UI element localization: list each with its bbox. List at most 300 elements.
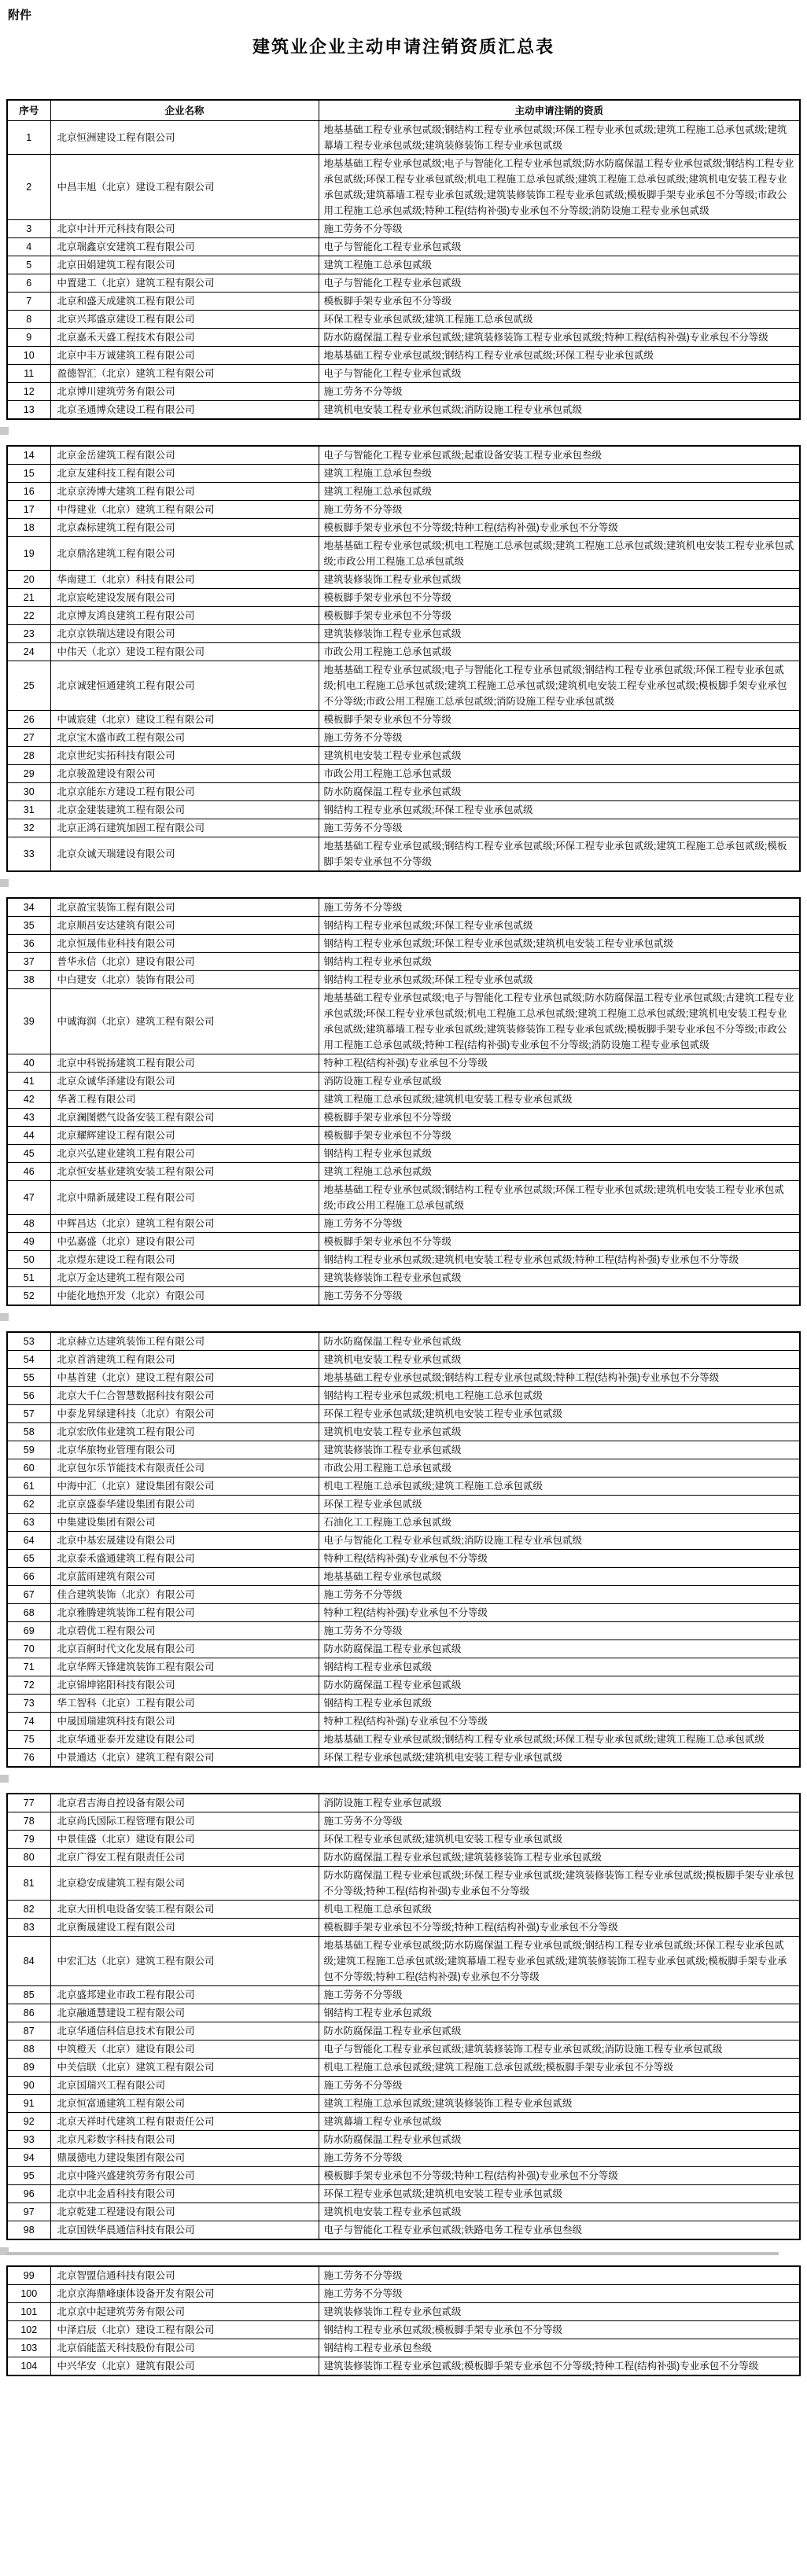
cancelled-qualifications: 地基基础工程专业承包贰级;钢结构工程专业承包贰级;环保工程专业承包贰级 [319,347,800,365]
cancelled-qualifications: 模板脚手架专业承包不分等级 [319,589,800,607]
row-number: 96 [7,2185,50,2203]
table-row [7,898,800,917]
company-name: 北京赫立达建筑装饰工程有限公司 [50,1332,319,1351]
table-row [7,1514,800,1532]
company-name: 中海中汇（北京）建设集团有限公司 [50,1478,319,1496]
table-row [7,1091,800,1109]
company-name: 北京君吉海自控设备有限公司 [50,1794,319,1812]
row-number: 9 [7,329,50,347]
company-name: 北京包尔乐节能技术有限责任公司 [50,1459,319,1478]
cancelled-qualifications: 模板脚手架专业承包不分等级 [319,711,800,729]
row-number: 33 [7,837,50,872]
company-name: 普华永信（北京）建设有限公司 [50,953,319,971]
company-name: 北京众诚华泽建设有限公司 [50,1073,319,1091]
cancelled-qualifications: 施工劳务不分等级 [319,501,800,519]
table-row [7,519,800,537]
row-number: 6 [7,274,50,293]
table-row [7,465,800,483]
company-name: 中筑橙天（北京）建设有限公司 [50,2041,319,2059]
company-name: 北京恒晟伟业科技有限公司 [50,935,319,953]
cancelled-qualifications: 地基基础工程专业承包贰级;钢结构工程专业承包贰级;环保工程专业承包贰级;建筑工程施工总承包贰级;模板脚手架专业承包不分等级 [319,837,800,872]
table-row [7,2077,800,2095]
cancelled-qualifications: 防水防腐保温工程专业承包贰级 [319,2131,800,2149]
row-number: 13 [7,401,50,420]
cancelled-qualifications: 电子与智能化工程专业承包贰级;消防设施工程专业承包贰级 [319,1532,800,1550]
table-row [7,589,800,607]
row-number: 87 [7,2022,50,2041]
table-row [7,256,800,274]
cancelled-qualifications: 建筑工程施工总承包贰级;建筑机电安装工程专业承包贰级 [319,1091,800,1109]
cancelled-qualifications: 建筑装修装饰工程专业承包贰级 [319,1269,800,1287]
company-name: 北京兴邦盛京建设工程有限公司 [50,311,319,329]
company-name: 北京和盛天成建筑工程有限公司 [50,293,319,311]
company-name: 北京碧优工程有限公司 [50,1622,319,1640]
table-row [7,1713,800,1731]
table-row [7,238,800,256]
header-row [7,100,800,121]
cancelled-qualifications: 防水防腐保温工程专业承包贰级;建筑装修装饰工程专业承包贰级 [319,1849,800,1867]
qualification-table [6,2265,801,2376]
row-number: 79 [7,1831,50,1849]
cancelled-qualifications: 施工劳务不分等级 [319,1586,800,1604]
row-number: 1 [7,121,50,155]
company-name: 中泰龙昇绿建科技（北京）有限公司 [50,1405,319,1423]
table-row [7,2022,800,2041]
company-name: 北京恒洲建设工程有限公司 [50,121,319,155]
cancelled-qualifications: 环保工程专业承包贰级 [319,1496,800,1514]
table-row [7,1287,800,1306]
cancelled-qualifications: 地基基础工程专业承包贰级;电子与智能化工程专业承包贰级;防水防腐保温工程专业承包贰级;钢结构工程专业承包贰级;环保工程专业承包贰级;机电工程施工总承包贰级;建筑工程施工总承包贰级;建筑机电安装工程专业承包贰级;建筑幕墙工程专业承包贰级;建筑装修装饰工程专业承包贰级;模板脚手架专业承包不分等级;市政公用工程施工总承包贰级;特种工程(结构补强)专业承包不分等级;消防设施工程专业承包贰级 [319,155,800,220]
row-number: 103 [7,2339,50,2357]
row-number: 50 [7,1251,50,1269]
row-number: 82 [7,1901,50,1919]
page-break-marker [0,1775,9,1783]
table-row [7,935,800,953]
company-name: 北京中北金盾科技有限公司 [50,2185,319,2203]
qualification-table [6,1331,801,1768]
company-name: 中白建安（北京）装饰有限公司 [50,971,319,989]
company-name: 北京万金达建筑工程有限公司 [50,1269,319,1287]
table-row [7,917,800,935]
table-row [7,2303,800,2321]
table-row [7,2357,800,2376]
cancelled-qualifications: 建筑幕墙工程专业承包贰级 [319,2113,800,2131]
row-number: 83 [7,1919,50,1937]
row-number: 46 [7,1163,50,1181]
row-number: 45 [7,1145,50,1163]
cancelled-qualifications: 模板脚手架专业承包不分等级 [319,1127,800,1145]
company-name: 北京耀辉建设工程有限公司 [50,1127,319,1145]
row-number: 63 [7,1514,50,1532]
row-number: 40 [7,1054,50,1073]
row-number: 25 [7,661,50,711]
company-name: 北京衡晟建设工程有限公司 [50,1919,319,1937]
company-name: 北京金建装建筑工程有限公司 [50,801,319,819]
row-number: 71 [7,1658,50,1676]
row-number: 80 [7,1849,50,1867]
table-row [7,347,800,365]
company-name: 北京博友鸿良建筑工程有限公司 [50,607,319,625]
cancelled-qualifications: 电子与智能化工程专业承包贰级 [319,274,800,293]
row-number: 98 [7,2221,50,2240]
company-name: 北京华通信科信息技术有限公司 [50,2022,319,2041]
company-name: 北京盛邦建业市政工程有限公司 [50,1986,319,2004]
table-row [7,2059,800,2077]
row-number: 4 [7,238,50,256]
table-row [7,607,800,625]
cancelled-qualifications: 钢结构工程专业承包贰级 [319,1145,800,1163]
company-name: 中诚宸建（北京）建设工程有限公司 [50,711,319,729]
cancelled-qualifications: 消防设施工程专业承包贰级 [319,1073,800,1091]
row-number: 69 [7,1622,50,1640]
cancelled-qualifications: 地基基础工程专业承包贰级;机电工程施工总承包贰级;建筑工程施工总承包贰级;建筑机电安装工程专业承包贰级;市政公用工程施工总承包贰级 [319,537,800,571]
company-name: 北京智盟信通科技有限公司 [50,2266,319,2285]
table-row [7,2321,800,2339]
page-break-gap [6,1768,801,1793]
company-name: 北京蓝雨建筑有限公司 [50,1568,319,1586]
company-name: 北京森标建筑工程有限公司 [50,519,319,537]
cancelled-qualifications: 建筑机电安装工程专业承包贰级 [319,747,800,765]
cancelled-qualifications: 施工劳务不分等级 [319,220,800,238]
company-name: 北京京海鼎峰康体设备开发有限公司 [50,2285,319,2303]
table-row [7,1423,800,1441]
cancelled-qualifications: 模板脚手架专业承包不分等级 [319,1109,800,1127]
company-name: 北京顺昌安达建筑有限公司 [50,917,319,935]
cancelled-qualifications: 建筑工程施工总承包贰级;建筑装修装饰工程专业承包贰级 [319,2095,800,2113]
cancelled-qualifications: 特种工程(结构补强)专业承包不分等级 [319,1550,800,1568]
company-name: 中诚海润（北京）建筑工程有限公司 [50,989,319,1054]
table-row [7,1901,800,1919]
table-row [7,1369,800,1387]
cancelled-qualifications: 市政公用工程施工总承包贰级 [319,765,800,783]
cancelled-qualifications: 施工劳务不分等级 [319,2077,800,2095]
cancelled-qualifications: 钢结构工程专业承包贰级;环保工程专业承包贰级 [319,801,800,819]
table-row [7,329,800,347]
cancelled-qualifications: 电子与智能化工程专业承包贰级;起重设备安装工程专业承包叁级 [319,446,800,465]
row-number: 60 [7,1459,50,1478]
cancelled-qualifications: 施工劳务不分等级 [319,1215,800,1233]
cancelled-qualifications: 电子与智能化工程专业承包贰级;铁路电务工程专业承包叁级 [319,2221,800,2240]
row-number: 11 [7,365,50,383]
cancelled-qualifications: 地基基础工程专业承包贰级;钢结构工程专业承包贰级;环保工程专业承包贰级;建筑工程施工总承包贰级 [319,1731,800,1749]
table-row [7,1181,800,1215]
company-name: 北京中鼎新晟建设工程有限公司 [50,1181,319,1215]
row-number: 17 [7,501,50,519]
row-number: 61 [7,1478,50,1496]
table-row [7,1695,800,1713]
table-row [7,989,800,1054]
table-row [7,1794,800,1812]
row-number: 20 [7,571,50,589]
cancelled-qualifications: 建筑装修装饰工程专业承包贰级 [319,2303,800,2321]
company-name: 北京大田机电设备安装工程有限公司 [50,1901,319,1919]
row-number: 70 [7,1640,50,1658]
row-number: 47 [7,1181,50,1215]
company-name: 华南建工（北京）科技有限公司 [50,571,319,589]
company-name: 中兴华安（北京）建筑有限公司 [50,2357,319,2376]
cancelled-qualifications: 建筑机电安装工程专业承包贰级 [319,1423,800,1441]
cancelled-qualifications: 地基基础工程专业承包贰级 [319,1568,800,1586]
row-number: 104 [7,2357,50,2376]
cancelled-qualifications: 模板脚手架专业承包不分等级 [319,1233,800,1251]
table-row [7,1731,800,1749]
cancelled-qualifications: 建筑工程施工总承包贰级 [319,256,800,274]
cancelled-qualifications: 施工劳务不分等级 [319,2285,800,2303]
company-name: 华工智科（北京）工程有限公司 [50,1695,319,1713]
cancelled-qualifications: 石油化工工程施工总承包贰级 [319,1514,800,1532]
table-row [7,2131,800,2149]
qualification-table [6,897,801,1306]
company-name: 北京乾建工程建设有限公司 [50,2203,319,2221]
table-row [7,953,800,971]
row-number: 10 [7,347,50,365]
company-name: 中基首建（北京）建设工程有限公司 [50,1369,319,1387]
table-row [7,311,800,329]
row-number: 78 [7,1812,50,1831]
table-row [7,1441,800,1459]
qualification-table [6,445,801,872]
table-row [7,643,800,661]
company-name: 中辉昌达（北京）建筑工程有限公司 [50,1215,319,1233]
row-number: 32 [7,819,50,837]
cancelled-qualifications: 防水防腐保温工程专业承包贰级 [319,1640,800,1658]
row-number: 22 [7,607,50,625]
company-name: 北京华旅物业管理有限公司 [50,1441,319,1459]
company-name: 北京国瑞兴工程有限公司 [50,2077,319,2095]
cancelled-qualifications: 建筑装修装饰工程专业承包贰级;模板脚手架专业承包不分等级;特种工程(结构补强)专业承包不分等级 [319,2357,800,2376]
company-name: 北京鼎洺建筑工程有限公司 [50,537,319,571]
table-row [7,1812,800,1831]
table-row [7,1332,800,1351]
cancelled-qualifications: 环保工程专业承包贰级;建筑机电安装工程专业承包贰级 [319,1405,800,1423]
table-row [7,2185,800,2203]
cancelled-qualifications: 钢结构工程专业承包贰级 [319,953,800,971]
company-name: 中景佳盛（北京）建设有限公司 [50,1831,319,1849]
cancelled-qualifications: 环保工程专业承包贰级;建筑机电安装工程专业承包贰级 [319,2185,800,2203]
company-name: 北京瑞鑫京安建筑工程有限公司 [50,238,319,256]
row-number: 67 [7,1586,50,1604]
company-name: 中弘嘉盛（北京）建设有限公司 [50,1233,319,1251]
row-number: 77 [7,1794,50,1812]
cancelled-qualifications: 模板脚手架专业承包不分等级 [319,607,800,625]
company-name: 北京恒富通建筑工程有限公司 [50,2095,319,2113]
row-number: 24 [7,643,50,661]
table-row [7,401,800,420]
table-row [7,155,800,220]
row-number: 23 [7,625,50,643]
table-row [7,1849,800,1867]
row-number: 92 [7,2113,50,2131]
cancelled-qualifications: 地基基础工程专业承包贰级;钢结构工程专业承包贰级;环保工程专业承包贰级;建筑机电安装工程专业承包贰级;市政公用工程施工总承包贰级 [319,1181,800,1215]
cancelled-qualifications: 电子与智能化工程专业承包贰级;建筑装修装饰工程专业承包贰级;消防设施工程专业承包贰级 [319,2041,800,2059]
row-number: 91 [7,2095,50,2113]
cancelled-qualifications: 机电工程施工总承包贰级 [319,1901,800,1919]
company-name: 中关信联（北京）建筑工程有限公司 [50,2059,319,2077]
row-number: 81 [7,1867,50,1901]
table-row [7,1496,800,1514]
company-name: 北京博川建筑劳务有限公司 [50,383,319,401]
table-row [7,625,800,643]
table-row [7,1459,800,1478]
company-name: 北京兴弘建业建筑工程有限公司 [50,1145,319,1163]
cancelled-qualifications: 施工劳务不分等级 [319,383,800,401]
cancelled-qualifications: 施工劳务不分等级 [319,729,800,747]
cancelled-qualifications: 模板脚手架专业承包不分等级;特种工程(结构补强)专业承包不分等级 [319,2167,800,2185]
table-row [7,2149,800,2167]
row-number: 30 [7,783,50,801]
row-number: 41 [7,1073,50,1091]
company-name: 北京中基宏晟建设有限公司 [50,1532,319,1550]
row-number: 95 [7,2167,50,2185]
cancelled-qualifications: 环保工程专业承包贰级;建筑机电安装工程专业承包贰级 [319,1831,800,1849]
company-name: 北京天祥时代建筑工程有限责任公司 [50,2113,319,2131]
table-row [7,1749,800,1768]
cancelled-qualifications: 建筑工程施工总承包叁级 [319,465,800,483]
row-number: 38 [7,971,50,989]
row-number: 43 [7,1109,50,1127]
cancelled-qualifications: 施工劳务不分等级 [319,898,800,917]
cancelled-qualifications: 环保工程专业承包贰级;建筑机电安装工程专业承包贰级 [319,1749,800,1768]
table-row [7,220,800,238]
table-row [7,1233,800,1251]
table-row [7,1478,800,1496]
cancelled-qualifications: 特种工程(结构补强)专业承包不分等级 [319,1604,800,1622]
company-name: 北京众诚天瑞建设有限公司 [50,837,319,872]
company-name: 北京中隆兴盛建筑劳务有限公司 [50,2167,319,2185]
row-number: 49 [7,1233,50,1251]
table-row [7,2167,800,2185]
row-number: 86 [7,2004,50,2022]
table-row [7,819,800,837]
table-row [7,2004,800,2022]
cancelled-qualifications: 模板脚手架专业承包不分等级;特种工程(结构补强)专业承包不分等级 [319,519,800,537]
row-number: 62 [7,1496,50,1514]
page-break-gap [6,2240,801,2265]
row-number: 42 [7,1091,50,1109]
table-row [7,2339,800,2357]
company-name: 北京佰能蓝天科技股份有限公司 [50,2339,319,2357]
company-name: 北京正鸿石建筑加固工程有限公司 [50,819,319,837]
company-name: 中能化地热开发（北京）有限公司 [50,1287,319,1306]
row-number: 2 [7,155,50,220]
cancelled-qualifications: 建筑工程施工总承包贰级 [319,483,800,501]
qualification-table [6,1793,801,2240]
cancelled-qualifications: 电子与智能化工程专业承包贰级 [319,238,800,256]
cancelled-qualifications: 特种工程(结构补强)专业承包不分等级 [319,1713,800,1731]
company-name: 北京首消建筑工程有限公司 [50,1351,319,1369]
row-number: 74 [7,1713,50,1731]
table-row [7,1405,800,1423]
row-number: 89 [7,2059,50,2077]
table-row [7,365,800,383]
table-row [7,274,800,293]
row-number: 19 [7,537,50,571]
company-name: 佳合建筑装饰（北京）有限公司 [50,1586,319,1604]
cancelled-qualifications: 施工劳务不分等级 [319,1986,800,2004]
cancelled-qualifications: 机电工程施工总承包贰级;建筑工程施工总承包贰级;模板脚手架专业承包不分等级 [319,2059,800,2077]
row-number: 58 [7,1423,50,1441]
page-break-gap [6,872,801,897]
cancelled-qualifications: 建筑装修装饰工程专业承包贰级 [319,625,800,643]
cancelled-qualifications: 防水防腐保温工程专业承包贰级 [319,1676,800,1695]
cancelled-qualifications: 机电工程施工总承包贰级;建筑工程施工总承包贰级 [319,1478,800,1496]
cancelled-qualifications: 防水防腐保温工程专业承包贰级 [319,2022,800,2041]
cancelled-qualifications: 施工劳务不分等级 [319,2149,800,2167]
table-row [7,765,800,783]
table-row [7,1604,800,1622]
row-number: 102 [7,2321,50,2339]
cancelled-qualifications: 防水防腐保温工程专业承包贰级 [319,1332,800,1351]
row-number: 12 [7,383,50,401]
table-row [7,1568,800,1586]
cancelled-qualifications: 市政公用工程施工总承包贰级 [319,643,800,661]
company-name: 北京百舸时代文化发展有限公司 [50,1640,319,1658]
column-header-0: 序号 [7,100,50,121]
cancelled-qualifications: 建筑装修装饰工程专业承包贰级 [319,571,800,589]
company-name: 北京大千仁合智慧数据科技有限公司 [50,1387,319,1405]
table-row [7,2113,800,2131]
company-name: 北京田娟建筑工程有限公司 [50,256,319,274]
cancelled-qualifications: 钢结构工程专业承包贰级;环保工程专业承包贰级 [319,971,800,989]
company-name: 中昌丰旭（北京）建设工程有限公司 [50,155,319,220]
cancelled-qualifications: 防水防腐保温工程专业承包贰级;环保工程专业承包贰级;建筑装修装饰工程专业承包贰级;模板脚手架专业承包不分等级;特种工程(结构补强)专业承包不分等级 [319,1867,800,1901]
cancelled-qualifications: 地基基础工程专业承包贰级;电子与智能化工程专业承包贰级;钢结构工程专业承包贰级;环保工程专业承包贰级;机电工程施工总承包贰级;建筑工程施工总承包贰级;建筑机电安装工程专业承包贰级;模板脚手架专业承包不分等级;市政公用工程施工总承包贰级;消防设施工程专业承包贰级 [319,661,800,711]
cancelled-qualifications: 钢结构工程专业承包贰级 [319,1695,800,1713]
row-number: 35 [7,917,50,935]
company-name: 北京金岳建筑工程有限公司 [50,446,319,465]
company-name: 中泽启辰（北京）建设工程有限公司 [50,2321,319,2339]
cancelled-qualifications: 模板脚手架专业承包不分等级 [319,293,800,311]
table-row [7,1387,800,1405]
company-name: 中宏汇达（北京）建筑工程有限公司 [50,1937,319,1986]
table-row [7,1532,800,1550]
cancelled-qualifications: 钢结构工程专业承包叁级 [319,2339,800,2357]
company-name: 中得建业（北京）建筑工程有限公司 [50,501,319,519]
cancelled-qualifications: 模板脚手架专业承包不分等级;特种工程(结构补强)专业承包不分等级 [319,1919,800,1937]
table-row [7,971,800,989]
table-row [7,1269,800,1287]
row-number: 101 [7,2303,50,2321]
row-number: 75 [7,1731,50,1749]
company-name: 北京京能东方建设工程有限公司 [50,783,319,801]
table-row [7,2203,800,2221]
table-row [7,1986,800,2004]
company-name: 中置建工（北京）建筑工程有限公司 [50,274,319,293]
row-number: 56 [7,1387,50,1405]
company-name: 北京宝木盛市政工程有限公司 [50,729,319,747]
row-number: 59 [7,1441,50,1459]
table-row [7,2095,800,2113]
row-number: 85 [7,1986,50,2004]
row-number: 88 [7,2041,50,2059]
cancelled-qualifications: 防水防腐保温工程专业承包贰级 [319,783,800,801]
company-name: 北京恒安基业建筑安装工程有限公司 [50,1163,319,1181]
row-number: 93 [7,2131,50,2149]
row-number: 73 [7,1695,50,1713]
table-row [7,1640,800,1658]
table-row [7,1145,800,1163]
company-name: 北京融通慧建设工程有限公司 [50,2004,319,2022]
cancelled-qualifications: 环保工程专业承包贰级;建筑工程施工总承包贰级 [319,311,800,329]
page-title: 建筑业企业主动申请注销资质汇总表 [252,37,555,57]
row-number: 7 [7,293,50,311]
company-name: 北京友建科技工程有限公司 [50,465,319,483]
row-number: 29 [7,765,50,783]
table-row [7,2221,800,2240]
cancelled-qualifications: 特种工程(结构补强)专业承包不分等级 [319,1054,800,1073]
table-row [7,1073,800,1091]
company-name: 北京圣通博众建设工程有限公司 [50,401,319,420]
